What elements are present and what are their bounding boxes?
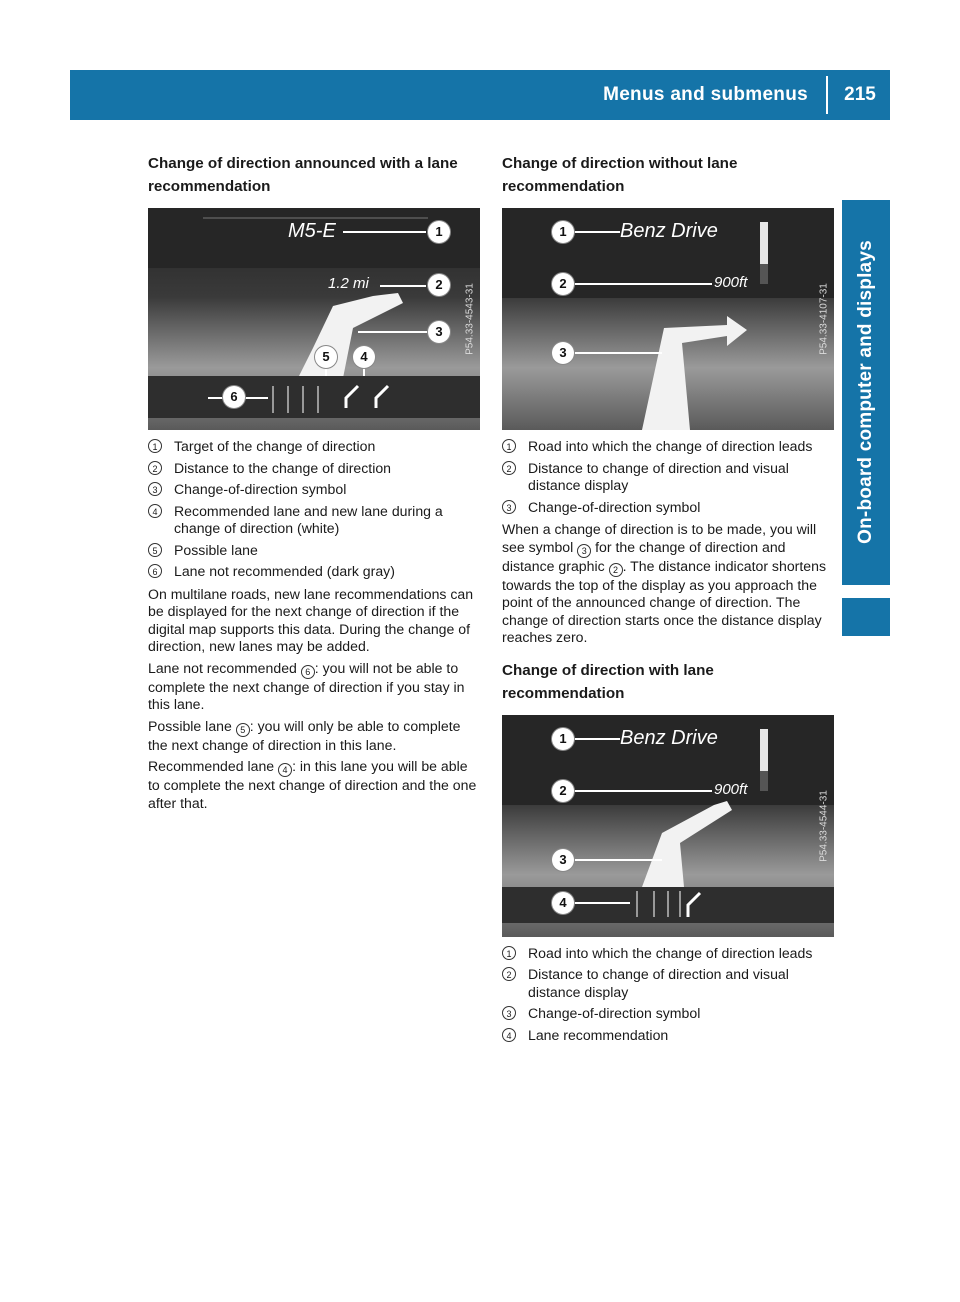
right-legend-list-2 <box>502 945 834 1045</box>
section-tab-marker <box>842 598 890 636</box>
figure-code: P54.33-4544-31 <box>818 789 830 862</box>
callout-1: 1 <box>552 221 574 243</box>
direction-arrow-shape <box>298 293 403 378</box>
display-figure-lane-recommendation <box>148 208 480 430</box>
list-item: 1 Road into which the change of direction leads <box>502 438 834 456</box>
callout-1: 1 <box>428 221 450 243</box>
list-item: 4 Recommended lane and new lane during a change of direction (white) <box>148 503 480 538</box>
left-paragraph-1: On multilane roads, new lane recommendations can be displayed for the next change of direction if the digital map supports this data. During the change of direction, new lanes may be added. <box>148 585 474 654</box>
figure-code: P54.33-4543-31 <box>464 283 476 355</box>
display-figure-with-lane <box>502 715 834 937</box>
page-header <box>70 70 890 120</box>
right-heading-1: Change of direction without lane recommendation <box>502 155 738 195</box>
distance-bar <box>760 222 768 264</box>
distance-bar-track <box>760 264 768 284</box>
display-distance: 900ft <box>714 780 748 798</box>
right-paragraph-1: When a change of direction is to be made, you will see symbol 3 for the change of direction and distance graphic 2 . The distance indicator shortens towards the top of the display as you approach the point of the announced change of direction. The change of direction starts once the distance display reaches zero. <box>502 521 826 645</box>
right-column <box>502 152 834 1049</box>
callout-2: 2 <box>552 780 574 802</box>
figure-code: P54.33-4107-31 <box>818 283 830 355</box>
left-legend-list <box>148 438 480 581</box>
callout-6: 6 <box>223 386 245 408</box>
left-paragraph-4: Recommended lane 4 : in this lane you will be able to complete the next change of direction and the one after that. <box>148 758 477 811</box>
left-column <box>148 152 480 816</box>
right-heading-2: Change of direction with lane recommendation <box>502 661 714 702</box>
section-tab-label: On-board computer and displays <box>855 240 876 544</box>
callout-2: 2 <box>552 273 574 295</box>
list-item: 1 Road into which the change of direction leads <box>502 945 834 963</box>
list-item: 3 Change-of-direction symbol <box>502 1005 834 1023</box>
list-item: 6 Lane not recommended (dark gray) <box>148 563 480 581</box>
callout-3: 3 <box>552 342 574 364</box>
left-paragraph-2: Lane not recommended 6 : you will not be able to complete the next change of direction if you stay in this lane. <box>148 659 465 712</box>
right-legend-list-1 <box>502 438 834 516</box>
left-heading: Change of direction announced with a lane recommendation <box>148 155 458 195</box>
lane-bar <box>148 376 480 418</box>
list-item: 2 Distance to change of direction and visual distance display <box>502 460 834 495</box>
page-number: 215 <box>844 84 876 105</box>
list-item: 5 Possible lane <box>148 542 480 560</box>
display-road-name: Benz Drive <box>620 220 718 242</box>
list-item: 3 Change-of-direction symbol <box>148 481 480 499</box>
distance-bar-track <box>760 771 768 791</box>
direction-arrow-shape <box>642 316 747 430</box>
display-road-name: M5-E <box>288 220 336 242</box>
page-header-title: Menus and submenus <box>603 84 808 105</box>
list-item: 2 Distance to the change of direction <box>148 460 480 478</box>
callout-2: 2 <box>428 274 450 296</box>
list-item: 3 Change-of-direction symbol <box>502 499 834 517</box>
display-distance: 1.2 mi <box>328 275 369 292</box>
list-item: 4 Lane recommendation <box>502 1027 834 1045</box>
callout-4: 4 <box>552 892 574 914</box>
list-item: 2 Distance to change of direction and visual distance display <box>502 966 834 1001</box>
callout-4: 4 <box>353 346 375 368</box>
callout-1: 1 <box>552 728 574 750</box>
display-figure-no-lane <box>502 208 834 430</box>
list-item: 1 Target of the change of direction <box>148 438 480 456</box>
distance-bar <box>760 729 768 771</box>
callout-5: 5 <box>315 346 337 368</box>
display-road-name: Benz Drive <box>620 726 718 749</box>
direction-arrow-shape <box>642 801 732 887</box>
callout-3: 3 <box>428 321 450 343</box>
display-distance: 900ft <box>714 274 748 291</box>
header-divider <box>826 76 828 114</box>
left-paragraph-3: Possible lane 5 : you will only be able to complete the next change of direction in this lane. <box>148 717 461 753</box>
callout-3: 3 <box>552 849 574 871</box>
